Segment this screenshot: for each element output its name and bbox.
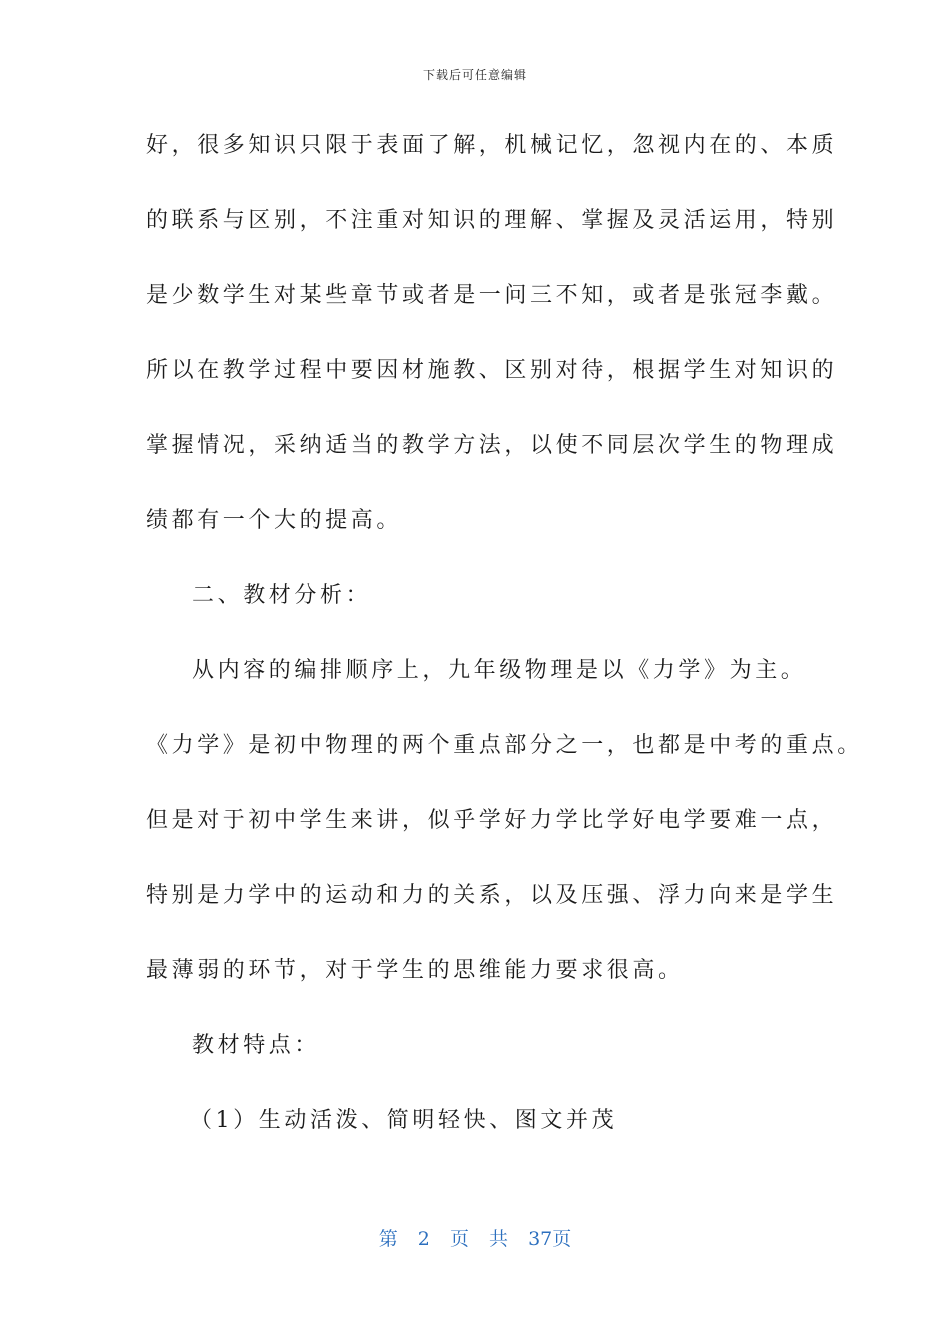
paragraph-line: 特别是力学中的运动和力的关系，以及压强、浮力向来是学生 (146, 883, 838, 908)
paragraph-line: 的联系与区别，不注重对知识的理解、掌握及灵活运用，特别 (146, 208, 838, 233)
paragraph-line: 从内容的编排顺序上，九年级物理是以《力学》为主。 (192, 658, 807, 683)
paragraph-line: 最薄弱的环节，对于学生的思维能力要求很高。 (146, 958, 684, 983)
subheading: 教材特点： (192, 1033, 321, 1058)
paragraph-line: 但是对于初中学生来讲，似乎学好力学比学好电学要难一点， (146, 808, 838, 833)
page-footer (0, 1224, 950, 1251)
header-note: 下载后可任意编辑 (422, 68, 527, 82)
footer-page-number: 2 (417, 1228, 430, 1250)
paragraph-line: 绩都有一个大的提高。 (146, 508, 403, 533)
paragraph-line: 是少数学生对某些章节或者是一问三不知，或者是张冠李戴。 (146, 283, 838, 308)
paragraph-line: 好，很多知识只限于表面了解，机械记忆，忽视内在的、本质 (146, 133, 838, 158)
body-text (146, 124, 863, 1174)
footer-di: 第 (378, 1228, 398, 1250)
section-heading: 二、教材分析： (192, 583, 372, 608)
footer-total-pages: 37页 (528, 1228, 572, 1250)
paragraph-line: 《力学》是初中物理的两个重点部分之一，也都是中考的重点。 (146, 733, 863, 758)
paragraph-line: 掌握情况，采纳适当的教学方法，以使不同层次学生的物理成 (146, 433, 838, 458)
paragraph-line: 所以在教学过程中要因材施教、区别对待，根据学生对知识的 (146, 358, 838, 383)
footer-gong: 共 (489, 1228, 509, 1250)
footer-ye: 页 (449, 1228, 469, 1250)
list-item: （1）生动活泼、简明轻快、图文并茂 (190, 1108, 618, 1133)
